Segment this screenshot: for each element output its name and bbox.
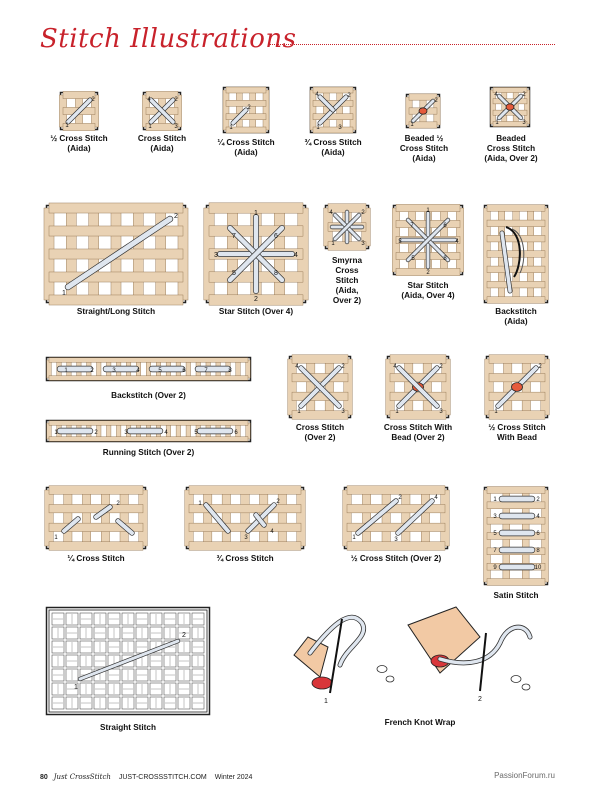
fabric-thread	[485, 359, 493, 415]
stitch-number: 6	[443, 223, 447, 229]
stitch-number: 8	[536, 548, 540, 554]
fabric-thread	[347, 542, 445, 550]
page-title: Stitch Illustrations	[40, 24, 297, 54]
stitch-number: 1	[54, 535, 58, 541]
stitch-number: 2	[94, 430, 98, 436]
fabric-thread	[390, 373, 446, 381]
stitch-number: 3	[214, 252, 218, 259]
title-rule	[270, 44, 555, 45]
stitch-number: 4	[136, 368, 140, 374]
fabric-thread	[489, 392, 545, 400]
stitch-number: 3	[439, 409, 443, 415]
stitch-number: 3	[361, 241, 365, 247]
stitch-number: 2	[434, 98, 438, 104]
fabric-thread	[292, 355, 348, 363]
beaded-half-cross-aida-caption: Beaded ½ Cross Stitch (Aida)	[399, 134, 449, 163]
stitch-number: 7	[410, 223, 414, 229]
fabric-thread	[189, 486, 301, 494]
stitch-number: 5	[411, 256, 415, 262]
fabric-thread	[487, 220, 545, 227]
stitch-number: 2	[426, 270, 430, 276]
fabric-thread	[226, 87, 266, 93]
stitch-number: 2	[174, 97, 178, 103]
knot-bead	[511, 676, 521, 683]
beaded-cross-aida-over2-caption: Beaded Cross Stitch (Aida, Over 2)	[484, 134, 538, 163]
three-quarter-cross-aida-illustration	[310, 87, 356, 133]
satin-caption: Satin Stitch	[493, 591, 539, 600]
french-knot-wrap-illustration	[290, 607, 548, 707]
fabric-thread	[45, 490, 53, 546]
fabric-thread	[226, 100, 266, 106]
fabric-thread	[441, 490, 449, 546]
running-over2-caption: Running Stitch (Over 2)	[102, 448, 195, 457]
star-aida-over4-illustration	[393, 205, 463, 275]
fabric-thread	[49, 358, 248, 362]
fabric-thread	[101, 490, 109, 546]
fabric-thread	[382, 490, 390, 546]
stitch-number: 1	[494, 409, 498, 415]
stitch-number: 3	[341, 409, 345, 415]
satin-illustration	[484, 487, 548, 585]
fabric-thread	[487, 281, 545, 288]
cross-over2-illustration	[289, 356, 351, 418]
stitch-number: 3	[493, 514, 497, 520]
bead	[506, 104, 514, 110]
stitch-number: 2	[91, 97, 95, 103]
fabric-thread	[442, 359, 450, 415]
backstitch-over2-illustration	[46, 357, 251, 381]
fabric-thread	[185, 490, 193, 546]
stitch-number: 5	[194, 430, 198, 436]
fabric-thread	[489, 355, 545, 363]
stitch-number: 2	[478, 696, 482, 703]
stitch-number: 4	[294, 252, 298, 259]
stitch-number: 6	[182, 368, 186, 374]
stitch-number: 1	[331, 241, 335, 247]
fabric-thread	[139, 490, 147, 546]
stitch-number: 4	[315, 92, 319, 98]
quarter-cross-aida-caption: ¼ Cross Stitch (Aida)	[217, 138, 275, 157]
fabric-thread	[189, 542, 301, 550]
fabric-thread	[222, 490, 230, 546]
straight-stitch-illustration	[46, 607, 210, 715]
stitch-number: 4	[455, 239, 459, 245]
fabric-thread	[313, 114, 353, 120]
stitch-number: 4	[494, 92, 498, 98]
three-quarter-cross-caption: ¾ Cross Stitch	[216, 554, 274, 563]
backstitch-aida-caption: Backstitch (Aida)	[495, 307, 537, 326]
beaded-half-cross-aida-illustration	[406, 94, 440, 128]
fabric-thread	[503, 359, 511, 415]
stitch-number: 1	[198, 501, 202, 507]
fabric-thread	[423, 359, 431, 415]
backstitch-over2-caption: Backstitch (Over 2)	[111, 391, 186, 400]
stitch-number: 4	[164, 430, 168, 436]
fabric-thread	[493, 99, 527, 104]
fabric-thread	[236, 90, 242, 130]
stitch-number: 1	[426, 208, 430, 214]
straight-stitch-caption: Straight Stitch	[100, 723, 156, 732]
stitch-number: 7	[232, 233, 236, 240]
fabric-thread	[63, 91, 95, 98]
fabric-thread	[186, 360, 190, 378]
stitch-number: 5	[493, 531, 497, 537]
fabric-thread	[390, 355, 446, 363]
stitch-number: 4	[329, 210, 333, 216]
stitch-number: 1	[62, 290, 66, 297]
fabric-thread	[49, 203, 183, 213]
fingernail-left	[312, 677, 332, 689]
fabric-thread	[487, 579, 545, 586]
stitch-number: 1	[148, 124, 152, 130]
stitch-number: 6	[536, 531, 540, 537]
stitch-number: 3	[338, 125, 342, 131]
half-cross-with-bead-illustration	[486, 356, 548, 418]
fabric-thread	[246, 360, 250, 378]
fabric-thread	[146, 91, 178, 98]
stitch-number: 1	[324, 698, 328, 705]
fabric-thread	[343, 490, 351, 546]
fabric-thread	[236, 360, 240, 378]
fabric-thread	[49, 272, 183, 282]
half-cross-over2-caption: ½ Cross Stitch (Over 2)	[350, 554, 442, 563]
fabric-thread	[263, 90, 269, 130]
stitch-number: 3	[174, 124, 178, 130]
stitch-number: 2	[90, 368, 94, 374]
stitch-number: 1	[352, 535, 356, 541]
website: JUST-CROSSSTITCH.COM	[118, 774, 207, 781]
stitch-number: 7	[493, 548, 497, 554]
fabric-thread	[189, 523, 301, 531]
stitch-number: 2	[398, 495, 402, 501]
magazine-name: Just CrossStitch	[53, 773, 111, 781]
stitch-number: 2	[247, 105, 251, 111]
stitch-number: 3	[522, 120, 526, 126]
stitch-number: 5	[232, 270, 236, 277]
fabric-thread	[223, 90, 229, 130]
backstitch-aida-illustration	[484, 205, 548, 303]
fabric-thread	[489, 373, 545, 381]
cross-aida-illustration	[143, 92, 181, 130]
half-cross-aida-illustration	[60, 92, 98, 130]
fabric-thread	[487, 251, 545, 258]
fabric-thread	[390, 392, 446, 400]
fabric-thread	[49, 421, 248, 425]
cross-over2-caption: Cross Stitch (Over 2)	[295, 423, 345, 442]
fabric-thread	[313, 100, 353, 106]
stitch-number: 4	[147, 97, 151, 103]
bead	[512, 383, 523, 392]
stitch-number: 2	[182, 632, 186, 639]
stitch-number: 2	[116, 501, 120, 507]
fabric-thread	[49, 376, 248, 380]
stitch-number: 2	[538, 364, 542, 370]
fabric-thread	[292, 373, 348, 381]
fabric-thread	[49, 486, 143, 494]
three-quarter-cross-illustration	[186, 487, 304, 549]
stitch-number: 2	[439, 364, 443, 370]
stitch-number: 2	[361, 210, 365, 216]
fabric-thread	[49, 542, 143, 550]
stitch-number: 1	[495, 120, 499, 126]
star-aida-over4-caption: Star Stitch (Aida, Over 4)	[401, 281, 455, 300]
stitch-number: 1	[410, 122, 414, 128]
star-over4-illustration	[206, 205, 306, 303]
quarter-cross-caption: ¼ Cross Stitch	[67, 554, 125, 563]
stitch-number: 8	[443, 256, 447, 262]
fabric-thread	[226, 114, 266, 120]
fabric-thread	[350, 90, 356, 130]
stitch-number: 4	[295, 364, 299, 370]
stitch-number: 3	[112, 368, 116, 374]
fabric-thread	[347, 486, 445, 494]
stitch-number: 2	[347, 93, 351, 99]
straight-long-caption: Straight/Long Stitch	[76, 307, 156, 316]
stitch-number: 3	[394, 537, 398, 543]
stitch-number: 2	[522, 92, 526, 98]
quarter-cross-aida-illustration	[223, 87, 269, 133]
page-number: 80	[40, 774, 48, 781]
stitch-number: 5	[158, 368, 162, 374]
fabric-thread	[120, 490, 128, 546]
smyrna-cross-illustration	[325, 205, 369, 249]
stitch-number: 8	[228, 368, 232, 374]
running-over2-illustration	[46, 420, 251, 442]
footer	[40, 773, 252, 781]
cross-with-bead-over2-caption: Cross Stitch With Bead (Over 2)	[383, 423, 453, 442]
half-cross-aida-caption: ½ Cross Stitch (Aida)	[50, 134, 108, 153]
stitch-number: 2	[276, 499, 280, 505]
smyrna-cross-caption: Smyrna Cross Stitch (Aida, Over 2)	[331, 256, 363, 305]
fabric-thread	[64, 490, 72, 546]
stitch-number: 1	[74, 684, 78, 691]
fabric-thread	[323, 90, 329, 130]
issue: Winter 2024	[214, 774, 253, 781]
fabric-thread	[487, 297, 545, 304]
fabric-thread	[344, 359, 352, 415]
french-knot-wrap-caption: French Knot Wrap	[384, 718, 456, 727]
stitch-number: 1	[493, 497, 497, 503]
knot-bead	[522, 684, 530, 690]
stitch-number: 3	[244, 535, 248, 541]
straight-long-illustration	[46, 205, 186, 303]
fabric-thread	[47, 360, 51, 378]
fabric-thread	[402, 490, 410, 546]
fabric-thread	[487, 487, 545, 494]
cross-with-bead-over2-illustration	[387, 356, 449, 418]
stitch-number: 4	[434, 495, 438, 501]
stitch-number: 4	[393, 364, 397, 370]
fabric-thread	[522, 359, 530, 415]
watermark: PassionForum.ru	[494, 771, 555, 780]
stitch-number: 4	[536, 514, 540, 520]
stitch-number: 1	[65, 123, 69, 129]
half-cross-over2-illustration	[344, 487, 448, 549]
cross-aida-caption: Cross Stitch (Aida)	[137, 134, 187, 153]
three-quarter-cross-aida-caption: ¾ Cross Stitch (Aida)	[304, 138, 362, 157]
stitch-number: 7	[204, 368, 208, 374]
fabric-thread	[337, 90, 343, 130]
stitch-number: 1	[395, 409, 399, 415]
stitch-number: 10	[534, 565, 542, 571]
stitch-number: 2	[254, 296, 258, 303]
fabric-thread	[292, 392, 348, 400]
stitch-number: 3	[398, 239, 402, 245]
stitch-number: 1	[316, 125, 320, 131]
stitch-number: 9	[493, 565, 497, 571]
knot-bead	[386, 676, 394, 682]
fabric-thread	[203, 490, 211, 546]
fabric-thread	[541, 359, 549, 415]
beaded-cross-aida-over2-illustration	[490, 87, 530, 127]
fabric-thread	[404, 359, 412, 415]
stitch-number: 6	[274, 233, 278, 240]
fabric-thread	[49, 504, 143, 512]
stitch-number: 2	[174, 213, 178, 220]
stitch-number: 1	[229, 125, 233, 131]
fabric-thread	[97, 360, 101, 378]
stitch-number: 1	[64, 368, 68, 374]
fabric-thread	[325, 359, 333, 415]
half-cross-with-bead-caption: ½ Cross Stitch With Bead	[488, 423, 546, 442]
stitch-number: 8	[274, 270, 278, 277]
stitch-number: 1	[54, 430, 58, 436]
knot-bead	[377, 666, 387, 673]
fabric-thread	[362, 490, 370, 546]
stitch-number: 6	[234, 430, 238, 436]
fabric-thread	[306, 359, 314, 415]
stitch-number: 4	[270, 529, 274, 535]
fabric-thread	[82, 490, 90, 546]
fabric-thread	[493, 110, 527, 115]
fabric-thread	[49, 295, 183, 305]
quarter-cross-illustration	[46, 487, 146, 549]
bead	[419, 108, 427, 114]
stitch-number: 1	[254, 210, 258, 217]
stitch-number: 2	[536, 497, 540, 503]
finger-left	[294, 637, 328, 677]
fabric-thread	[49, 437, 248, 441]
star-over4-caption: Star Stitch (Over 4)	[218, 307, 294, 316]
stitch-number: 3	[124, 430, 128, 436]
fabric-thread	[487, 205, 545, 212]
fabric-thread	[421, 490, 429, 546]
stitch-number: 1	[297, 409, 301, 415]
fabric-thread	[297, 490, 305, 546]
stitch-number: 2	[341, 364, 345, 370]
